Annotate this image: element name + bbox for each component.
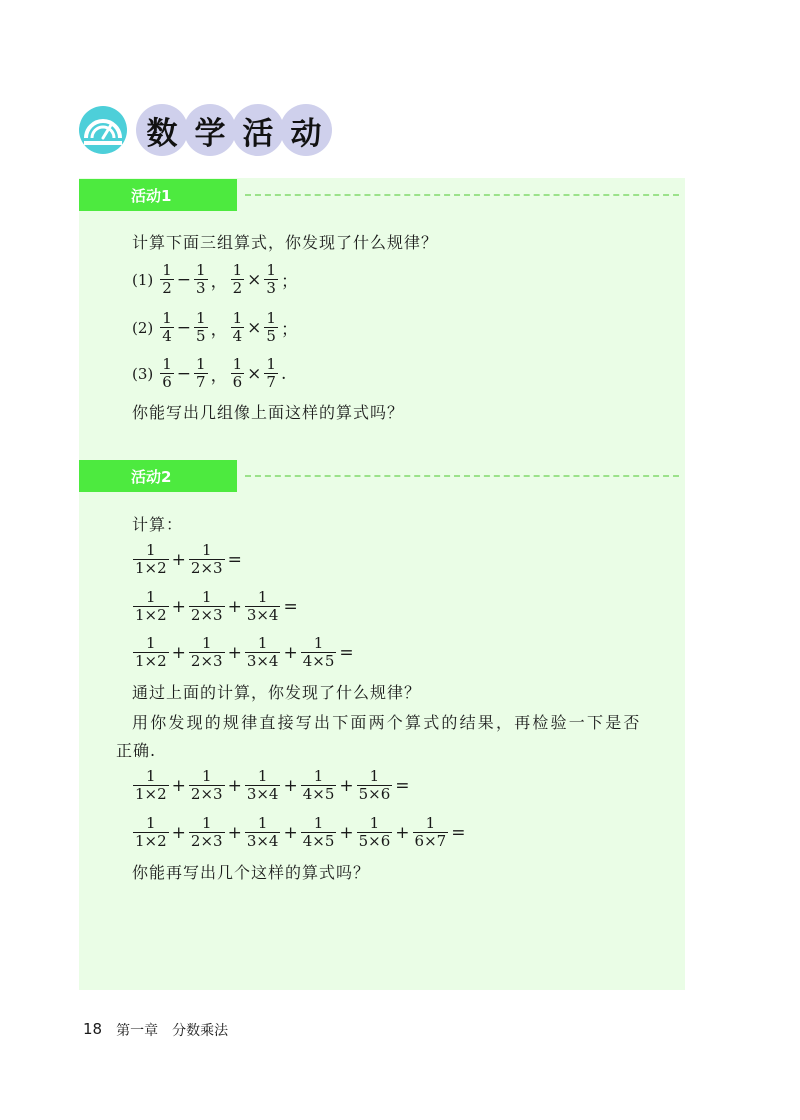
activity2-header [79, 460, 685, 492]
row-label: (1) [132, 270, 154, 289]
fraction [133, 768, 169, 803]
denominator: 1×2 [135, 785, 167, 803]
section-label: 分数乘法 [172, 1023, 229, 1039]
fraction [189, 768, 225, 803]
denominator: 2×3 [190, 559, 223, 577]
activity1-intro: 计算下面三组算式，你发现了什么规律？ [132, 233, 439, 252]
fraction [357, 815, 393, 850]
fraction [245, 635, 281, 670]
numerator: 1 [162, 261, 172, 279]
fraction [194, 310, 208, 345]
fraction [133, 635, 169, 670]
plus-sign: + [227, 822, 242, 843]
fraction [264, 310, 278, 345]
plus-sign: + [227, 775, 242, 796]
fraction [160, 310, 174, 345]
activity2-question-2: 用你发现的规律直接写出下面两个算式的结果，再检验一下是否 [132, 713, 642, 732]
denominator: 2×3 [190, 832, 223, 850]
numerator: 1 [232, 355, 243, 373]
minus-sign: − [176, 317, 192, 338]
denominator: 5 [266, 327, 276, 345]
plus-sign: + [171, 549, 186, 570]
fraction [189, 589, 225, 624]
row-end: ； [280, 320, 298, 340]
numerator: 1 [257, 634, 268, 652]
equals-sign: = [451, 822, 466, 843]
numerator: 1 [196, 309, 206, 327]
denominator: 5 [196, 327, 206, 345]
numerator: 1 [266, 309, 276, 327]
activity2-intro: 计算： [132, 515, 184, 534]
denominator: 7 [266, 373, 276, 391]
fraction [160, 262, 174, 297]
activity1-row-2 [132, 310, 300, 345]
fraction [245, 589, 281, 624]
denominator: 6×7 [414, 832, 447, 850]
sum-expression-2-terms [132, 542, 244, 577]
numerator: 1 [313, 634, 324, 652]
denominator: 1×2 [135, 652, 167, 670]
fraction [264, 356, 278, 391]
fraction [133, 542, 169, 577]
fraction [245, 768, 281, 803]
row-label: (2) [132, 318, 154, 337]
denominator: 6 [232, 373, 243, 391]
fraction [189, 542, 225, 577]
fraction [194, 356, 208, 391]
activity2-tab: 活动2 [79, 460, 237, 492]
times-sign: × [247, 317, 262, 338]
plus-sign: + [171, 822, 186, 843]
denominator: 5×6 [358, 785, 391, 803]
numerator: 1 [257, 767, 268, 785]
title-char: 数 [136, 104, 188, 156]
times-sign: × [247, 269, 262, 290]
plus-sign: + [395, 822, 410, 843]
numerator: 1 [201, 541, 212, 559]
plus-sign: + [171, 596, 186, 617]
plus-sign: + [283, 775, 298, 796]
numerator: 1 [266, 261, 276, 279]
page-footer [83, 1020, 228, 1040]
numerator: 1 [257, 814, 268, 832]
minus-sign: − [176, 363, 192, 384]
sum-expression-6-terms [132, 815, 467, 850]
numerator: 1 [313, 767, 324, 785]
numerator: 1 [232, 261, 243, 279]
numerator: 1 [196, 355, 206, 373]
denominator: 4×5 [302, 832, 335, 850]
denominator: 2×3 [190, 606, 223, 624]
page-title [136, 104, 328, 156]
title-char: 动 [280, 104, 332, 156]
fraction [301, 635, 337, 670]
denominator: 3 [196, 279, 206, 297]
sum-expression-4-terms [132, 635, 356, 670]
activity1-row-1 [132, 262, 300, 297]
numerator: 1 [313, 814, 324, 832]
numerator: 1 [369, 767, 380, 785]
numerator: 1 [201, 588, 212, 606]
denominator: 4 [162, 327, 172, 345]
fraction [357, 768, 393, 803]
section-header [78, 100, 328, 160]
fraction [264, 262, 278, 297]
plus-sign: + [339, 775, 354, 796]
fraction [133, 815, 169, 850]
row-end: . [280, 363, 287, 384]
denominator: 3×4 [246, 832, 279, 850]
sum-expression-5-terms [132, 768, 412, 803]
plus-sign: + [339, 822, 354, 843]
numerator: 1 [146, 634, 156, 652]
comma: ， [210, 366, 228, 386]
numerator: 1 [201, 767, 212, 785]
dashed-divider [245, 194, 679, 196]
fraction [231, 356, 245, 391]
plus-sign: + [171, 642, 186, 663]
denominator: 7 [196, 373, 206, 391]
page-number: 18 [83, 1020, 103, 1038]
denominator: 2×3 [190, 652, 223, 670]
plus-sign: + [283, 822, 298, 843]
activity1-row-3 [132, 356, 288, 391]
minus-sign: − [176, 269, 192, 290]
denominator: 1×2 [135, 832, 167, 850]
numerator: 1 [232, 309, 243, 327]
fraction [301, 815, 337, 850]
fraction [189, 815, 225, 850]
activity2-question-1: 通过上面的计算，你发现了什么规律？ [132, 683, 422, 702]
sum-expression-3-terms [132, 589, 300, 624]
activity1-header [79, 179, 685, 211]
denominator: 3×4 [246, 785, 279, 803]
plus-sign: + [283, 642, 298, 663]
title-char: 活 [232, 104, 284, 156]
denominator: 3×4 [246, 652, 279, 670]
equals-sign: = [227, 549, 242, 570]
fraction [194, 262, 208, 297]
denominator: 3 [266, 279, 276, 297]
denominator: 3×4 [246, 606, 279, 624]
plus-sign: + [227, 596, 242, 617]
numerator: 1 [257, 588, 268, 606]
denominator: 6 [162, 373, 172, 391]
numerator: 1 [146, 814, 156, 832]
fraction [245, 815, 281, 850]
denominator: 2×3 [190, 785, 223, 803]
title-char: 学 [184, 104, 236, 156]
equals-sign: = [283, 596, 298, 617]
numerator: 1 [201, 814, 212, 832]
numerator: 1 [369, 814, 380, 832]
fraction [189, 635, 225, 670]
activity1-tab: 活动1 [79, 179, 237, 211]
comma: ， [210, 272, 228, 292]
fraction [133, 589, 169, 624]
equals-sign: = [339, 642, 354, 663]
fraction [231, 310, 245, 345]
dashed-divider [245, 475, 679, 477]
numerator: 1 [146, 767, 156, 785]
row-label: (3) [132, 364, 154, 383]
plus-sign: + [227, 642, 242, 663]
plus-sign: + [171, 775, 186, 796]
numerator: 1 [266, 355, 276, 373]
activity2-question-2-cont: 正确. [116, 741, 157, 760]
fraction [301, 768, 337, 803]
denominator: 4×5 [302, 652, 335, 670]
activity1-question: 你能写出几组像上面这样的算式吗？ [132, 403, 405, 422]
fraction [413, 815, 449, 850]
comma: ， [210, 320, 228, 340]
fraction [160, 356, 174, 391]
fraction [231, 262, 245, 297]
activity2-question-3: 你能再写出几个这样的算式吗？ [132, 863, 371, 882]
numerator: 1 [201, 634, 212, 652]
denominator: 1×2 [135, 606, 167, 624]
numerator: 1 [146, 541, 156, 559]
numerator: 1 [425, 814, 436, 832]
equals-sign: = [395, 775, 410, 796]
numerator: 1 [162, 309, 172, 327]
denominator: 4 [232, 327, 243, 345]
denominator: 2 [232, 279, 243, 297]
denominator: 2 [162, 279, 172, 297]
numerator: 1 [162, 355, 172, 373]
times-sign: × [247, 363, 262, 384]
chapter-label: 第一章 [116, 1023, 159, 1039]
denominator: 4×5 [302, 785, 335, 803]
denominator: 1×2 [135, 559, 167, 577]
row-end: ； [280, 272, 298, 292]
denominator: 5×6 [358, 832, 391, 850]
speedometer-icon [78, 105, 128, 155]
numerator: 1 [196, 261, 206, 279]
numerator: 1 [146, 588, 156, 606]
